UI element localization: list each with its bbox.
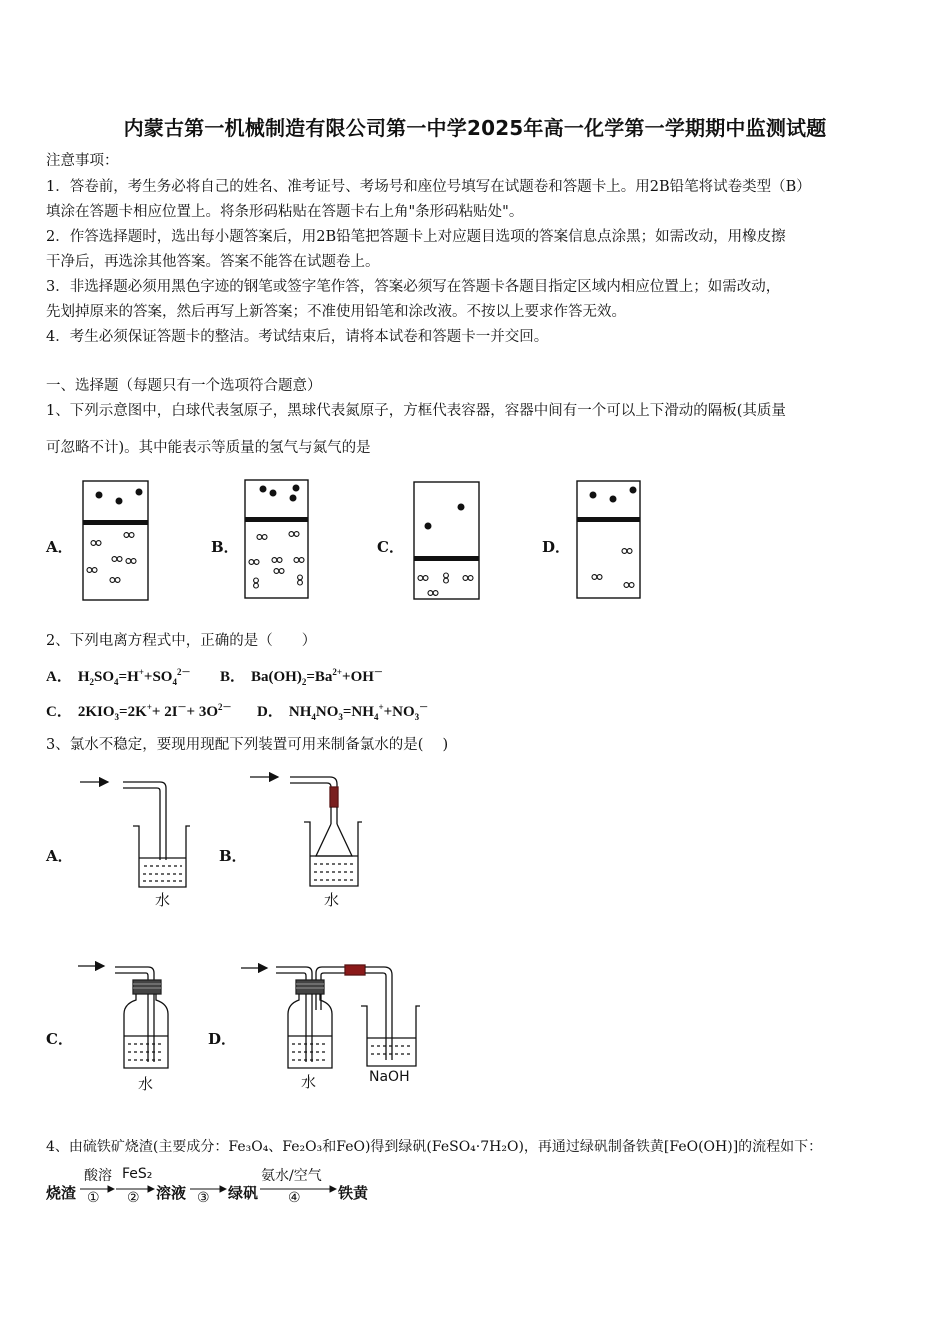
flow-step1-top: 酸溶 (84, 1168, 112, 1184)
q2-option-d-label: D． (257, 704, 283, 720)
flow-step2-num: ② (127, 1190, 140, 1206)
q1-option-a-label: A． (46, 538, 73, 556)
q1-option-d-label: D． (542, 538, 571, 556)
q3-d-water-label: 水 (301, 1073, 317, 1091)
q1-stem-line1: 1、下列示意图中，白球代表氢原子，黑球代表氮原子，方框代表容器，容器中间有一个可以上下滑动的隔板(其质量 (46, 403, 786, 419)
notice-line: 4．考生必须保证答题卡的整洁。考试结束后，请将本试卷和答题卡一并交回。 (46, 329, 549, 345)
q2-option-b-equation: $Ba(OH)_2=Ba^{2+}+OH^-$ (250, 667, 383, 687)
q2-option-a-equation: $H_2SO_4=H^++SO_4^{2-}$ (77, 667, 191, 687)
q2-option-c-equation: $2KIO_3=2K^++ 2I^-+ 3O^{2-}$ (77, 702, 232, 722)
q1-option-c-label: C． (377, 538, 404, 556)
flow-step3-num: ③ (197, 1190, 210, 1206)
q3-option-a-label: A． (46, 847, 73, 865)
notice-line: 干净后，再选涂其他答案。答案不能答在试题卷上。 (46, 254, 380, 270)
q2-stem: 2、下列电离方程式中，正确的是（ ） (46, 633, 317, 649)
section-heading: 一、选择题（每题只有一个选项符合题意） (46, 378, 322, 394)
flow-mid1: 溶液 (156, 1184, 187, 1202)
flow-mid2: 绿矾 (228, 1184, 259, 1202)
page-title: 内蒙古第一机械制造有限公司第一中学2025年高一化学第一学期期中监测试题 (123, 116, 827, 140)
notice-line: 3．非选择题必须用黑色字迹的钢笔或签字笔作答，答案必须写在答题卡各题目指定区域内相应位置上；如需改动， (46, 279, 781, 295)
q3-option-b-label: B． (219, 847, 247, 865)
flow-step1-num: ① (87, 1190, 100, 1206)
flow-start: 烧渣 (46, 1184, 77, 1202)
notice-line: 2．作答选择题时，选出每小题答案后，用2B铅笔把答题卡上对应题目选项的答案信息点涂黑；如需改动，用橡皮擦 (46, 229, 786, 245)
flow-step2-top: FeS₂ (122, 1166, 153, 1182)
q3-a-water-label: 水 (155, 891, 171, 909)
notice-line: 先划掉原来的答案，然后再写上新答案；不准使用铅笔和涂改液。不按以上要求作答无效。 (46, 304, 626, 320)
notice-heading: 注意事项： (46, 153, 119, 169)
q2-option-b-label: B． (219, 669, 245, 685)
notice-line: 填涂在答题卡相应位置上。将条形码粘贴在答题卡右上角"条形码粘贴处"。 (46, 204, 524, 220)
q3-option-d-label: D． (208, 1030, 237, 1048)
q1-option-b-label: B． (211, 538, 239, 556)
q3-c-water-label: 水 (138, 1075, 154, 1093)
q3-stem: 3、氯水不稳定，要现用现配下列装置可用来制备氯水的是( ) (46, 737, 449, 753)
notice-line: 1．答卷前，考生务必将自己的姓名、准考证号、考场号和座位号填写在试题卷和答题卡上。用2B铅笔将试卷类型（B） (46, 179, 811, 195)
q2-option-a-label: A． (46, 669, 72, 685)
q2-option-c-label: C． (46, 704, 72, 720)
q2-option-d-equation: $NH_4NO_3=NH_4^++NO_3^-$ (288, 702, 429, 722)
q4-stem: 4、由硫铁矿烧渣(主要成分：Fe₃O₄、Fe₂O₃和FeO)得到绿矾(FeSO₄·7H₂O)，再通过绿矾制备铁黄[FeO(OH)]的流程如下： (46, 1139, 823, 1155)
q1-stem-line2: 可忽略不计)。其中能表示等质量的氢气与氮气的是 (46, 440, 371, 456)
q3-option-c-label: C． (46, 1030, 73, 1048)
flow-step4-num: ④ (288, 1190, 301, 1206)
flow-end: 铁黄 (338, 1184, 369, 1202)
flow-step4-top: 氨水/空气 (261, 1168, 322, 1184)
q3-b-water-label: 水 (324, 891, 340, 909)
q3-d-naoh-label: NaOH (369, 1069, 410, 1085)
